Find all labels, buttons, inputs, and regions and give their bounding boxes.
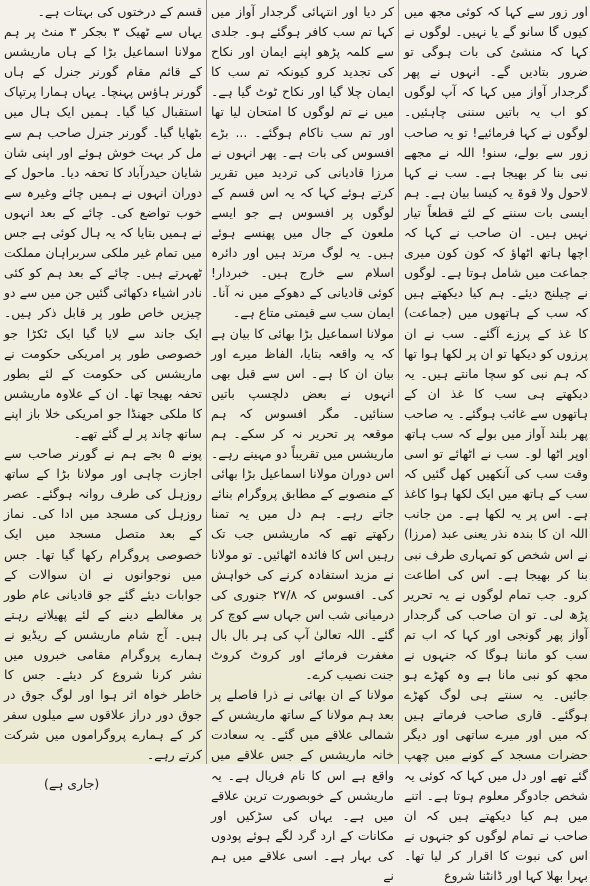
paragraph: مولانا کے ان بھائی نے ذرا فاصلے پر بعد ہم مولانا کے ساتھ ماریشس کے شمالی علاقے میں گئے۔ یہ سعادت خانہ ماریشس کے جس علاقے میں واقع ہے اس کا نام فریال ہے۔ یہ ماریشس کے خوبصورت ترین علاقے میں ہے۔ یہاں کی سڑکیں اور مکانات کے ارد گرد لگے ہوئے پودوں کی بہار ہے۔ اسی علاقے میں ہم نے [211,687,394,884]
paragraph: اور زور سے کہا کہ کوئی مجھ میں کیوں گا سانو گے یا نہیں۔ لوگوں نے کہا کہ منشئ کی بات ہوگی تو ضرور بتادیں گے۔ انہوں نے پھر گرجدار آواز میں کہا کہ آپ لوگوں کو اب یہ باتیں سننی چاہئیں۔ لوگوں نے کہا فرمائیے! تو یہ صاحب زور سے بولے، سنو! اللہ نے مجھے نبی بنا کر بھیجا ہے۔ سب نے کہا لاحول ولا قوۃ یہ کیسا بیان ہے۔ ہم ایسی بات سننے کے لئے قطعاً تیار نہیں ہیں۔ ان صاحب نے کہا کہ اچھا ہاتھ اٹھاؤ کہ کون کون میری جماعت میں شامل ہوتا ہے۔ لوگوں نے چیلنج دیئے۔ ہم کیا دیکھتے ہیں کہ سب کے ہاتھوں میں (جماعت) کا غذ کے پرزے آگئے۔ سب نے ان پرزوں کو دیکھا تو ان پر لکھا ہوا تھا کہ ہم نبی کو سچا مانتے ہیں۔ یہ دیکھتے ہی سب کا غذ ان کے ہاتھوں سے غائب ہوگئے۔ یہ صاحب پھر بلند آواز میں بولے کہ سب ہاتھ اوپر اٹھا لو۔ سب نے اٹھائے تو اسی وقت سب کی آنکھیں کھل گئیں کہ سب کے ہاتھ میں ایک لکھا ہوا کاغذ ہے۔ اس پر یہ لکھا ہے۔ من جانب اللہ ان کا بندہ نذر یعنی عبد (مرزا) نے اس شخص کو تمہاری طرف نبی بنا کر بھیجا ہے۔ اس کی اطاعت کرو۔ جب تمام لوگوں نے یہ تحریر پڑھ لی۔ تو ان صاحب کی گرجدار آواز پھر گونجی اور کہا کہ اب تم سب کو ماننا ہوگا کہ جنہوں نے مجھ کو نبی مانا ہے وہ کھڑے ہو جائیں۔ یہ سنتے ہی لوگ کھڑے ہوگئے۔ قاری صاحب فرماتے ہیں کہ میں اور میرے ساتھی اور دیگر حضرات مسجد کے کونے میں چھپ گئے تھے اور دل میں کہا کہ کوئی یہ شخص جادوگر معلوم ہوتا ہے۔ اتنے میں ہم کیا دیکھتے ہیں کہ ان صاحب نے تمام لوگوں کو جنہوں نے اس کی نبوت کا اقرار کر لیا تھا۔ بہرا بھلا کہا اور ڈانٹنا شروع [404,4,588,884]
paragraph: پونے ۵ بجے ہم نے گورنر صاحب سے اجازت چاہی اور مولانا بڑا کے ساتھ روزہل کی طرف روانہ ہوگئے۔ عصر روزہل کی مسجد میں ادا کی۔ نماز کے بعد متصل مسجد میں ایک خصوصی پروگرام رکھا گیا تھا۔ جس میں نوجوانوں نے ان سوالات کے جوابات دیئے گئے جو قادیانی عام طور پر مغالطے دینے کے لئے پھیلاتے رہتے ہیں۔ آج شام ماریشس کے ریڈیو نے ہمارے پروگرام مقامی خبروں میں نشر کرنا شروع کر دیئے۔ جس کا خاطر خواہ اثر ہوا اور لوگ جوق در جوق دور دراز علاقوں سے میلوں سفر کر کے ہمارے پروگراموں میں شرکت کرتے رہے۔ [4,446,202,763]
column-divider [206,0,207,764]
paragraph: قسم کے درختوں کی بہتات ہے۔ [37,4,202,19]
paragraph: مولانا اسماعیل بڑا بھائی کا بیان ہے کہ یہ واقعہ بتایا، الفاظ میرے اور بیان ان کا ہے۔ اس سے قبل بھی انہوں نے بعض دلچسپ باتیں سنائیں۔ مگر افسوس کہ ہم موقعہ پر تحریر نہ کر سکے۔ ہم ماریشس میں تقریباً دو مہینے رہے۔ اس دوران مولانا اسماعیل بڑا بھائی کے منصوبے کے مطابق پروگرام بنائے جاتے رہے۔ ہم دل میں یہ تمنا رکھتے تھے کہ ماریشس جب تک رہیں اس کا فائدہ اٹھائیں۔ تو مولانا نے مزید استفادہ کرنے کی خواہش کی۔ افسوس کہ ۲۷/۸ جنوری کی درمیانی شب اس جہاں سے کوچ کر گئے۔ اللہ تعالیٰ آپ کی ہر بال بال مغفرت فرمائے اور کروٹ کروٹ جنت نصیب کرے۔ [211,325,394,683]
paragraph: کر دیا اور انتہائی گرجدار آواز میں کہا تم سب کافر ہوگئے ہو۔ جلدی سے کلمہ پڑھو اپنے ایمان اور نکاح کی تجدید کرو کیونکہ تم سب کا ایمان چلا گیا اور نکاح ٹوٹ گیا ہے۔ میں نے تم لوگوں کا امتحان لیا تھا اور تم سب ناکام ہوگئے۔ ... بڑے افسوس کی بات ہے۔ پھر انہوں نے مرزا قادیانی کی تردید میں تقریر کرتے ہوئے کہا کہ یہ اس قسم کے لوگوں پر افسوس ہے جو ایسے ملعون کے جال میں پھنسے ہوئے ہیں۔ یہ لوگ مرتد ہیں اور دائرہ اسلام سے خارج ہیں۔ خبردار! کوئی قادیانی کے دھوکے میں نہ آنا۔ ایمان سب سے قیمتی متاع ہے۔ [211,4,394,321]
paragraph: یہاں سے ٹھیک ۳ بجکر ۳ منٹ پر ہم مولانا اسماعیل بڑا کے ہاں ماریشس کے قائم مقام گورنر جنرل کے ہاں گورنر ہاؤس پہنچا۔ یہاں ہمارا پرتپاک استقبال کیا گیا۔ ہمیں ایک ہال میں بٹھایا گیا۔ گورنر جنرل صاحب ہم سے مل کر بہت خوش ہوئے اور اپنی شان شایان حیدرآباد کا تحفہ دیا۔ ماحول کے دوران انہوں نے ہمیں چائے وغیرہ سے خوب تواضع کی۔ چائے کے بعد انہوں نے ہمیں بتایا کہ یہ ہال کوئی ہے جس میں تمام غیر ملکی سربراہان مملکت ٹھہرتے ہیں۔ چائے کے بعد ہم کو کئی نادر اشیاء دکھائی گئیں جن میں سے دو چیزیں خاص طور پر قابل ذکر ہیں۔ ایک جاند سے لایا گیا ایک ٹکڑا جو خصوصی طور پر امریکی حکومت نے ماریشس کی حکومت کے لئے بطور تحفہ بھیجا تھا۔ ان کے علاوہ ماریشس کا ملکی جھنڈا جو امریکی خلا باز اپنے ساتھ چاند پر لے گئے تھے۔ [4,24,202,441]
text-column-left [4,0,202,791]
continued-note: (جاری ہے) [44,775,100,791]
column-divider [398,0,399,764]
text-column-middle [211,0,394,884]
text-column-right [404,0,588,884]
